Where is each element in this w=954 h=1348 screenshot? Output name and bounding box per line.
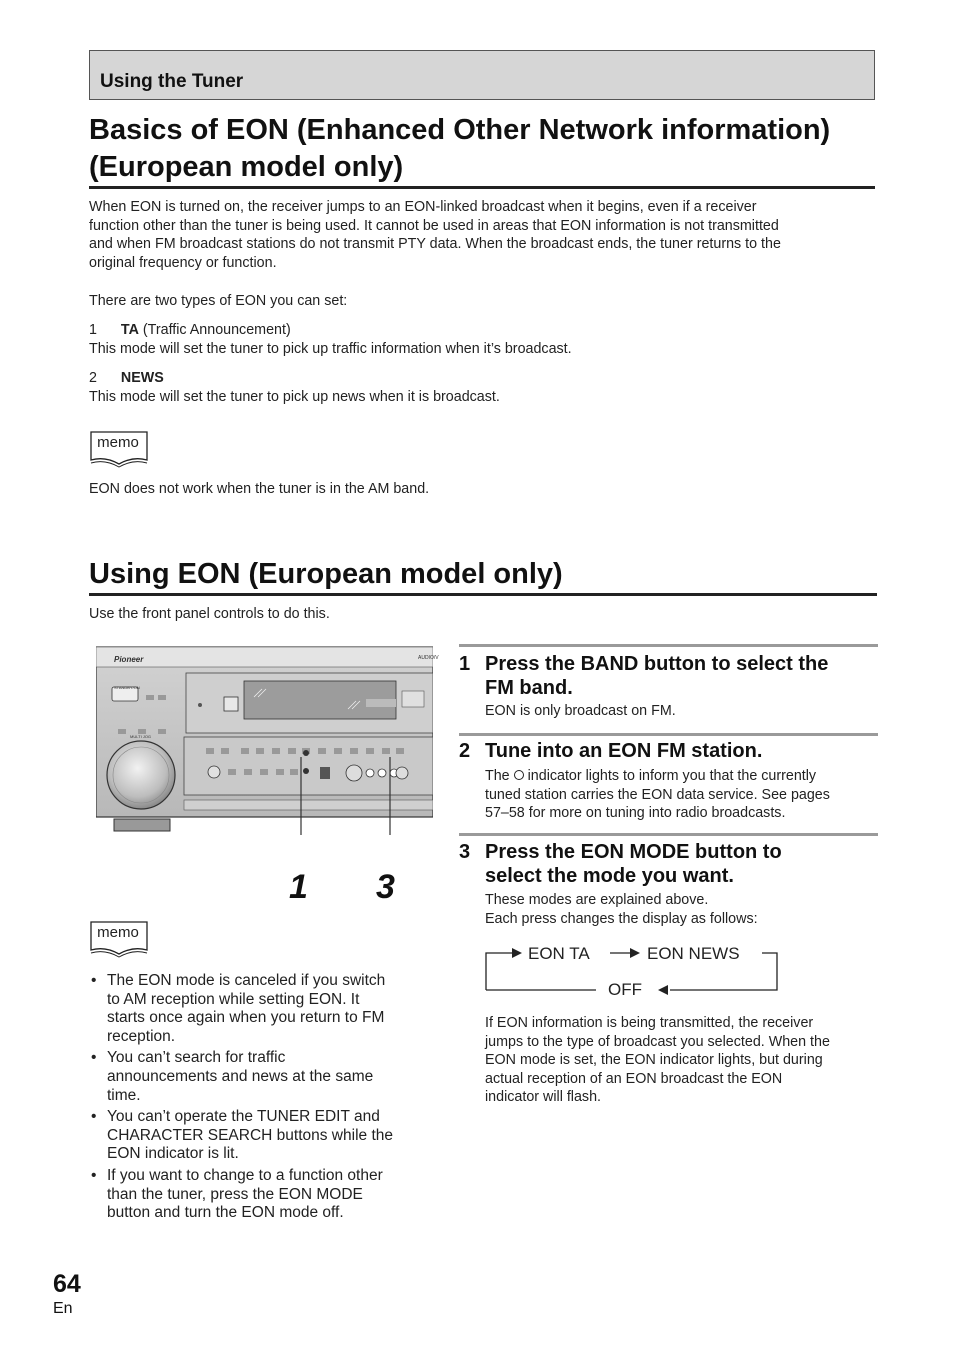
model-label: AUDIO/V	[418, 655, 439, 661]
receiver-illustration	[96, 645, 439, 835]
eon-transmit-note: If EON information is being transmitted, the receiver jumps to the type of broadcast you selected. When the EON mode is set, the EON indicator lights, but during actual reception of an EON broadcast the EON indicator will flash.	[485, 1015, 830, 1106]
brand-logo: Pioneer	[114, 655, 144, 664]
basics-intro	[89, 198, 879, 272]
step-2-title: 2 Tune into an EON FM station.	[459, 740, 763, 762]
memo-bullet: • The EON mode is canceled if you switch to AM reception while setting EON. It starts once again when you return to FM reception.	[89, 972, 439, 1046]
type-num: 1	[89, 322, 97, 338]
callout-1: 1	[289, 868, 308, 906]
memo-icon	[89, 920, 147, 958]
step-1-title: 1 Press the BAND button to select the FM band.	[459, 653, 829, 699]
step-3-title: 3 Press the EON MODE button to select the mode you want.	[459, 841, 782, 887]
type-name: NEWS	[120, 370, 164, 386]
basics-title-rule	[89, 186, 875, 189]
memo-bullet: • You can’t search for traffic announcements and news at the same time.	[89, 1049, 439, 1105]
using-eon-intro: Use the front panel controls to do this.	[89, 606, 330, 622]
memo-icon	[89, 430, 147, 468]
using-eon-title-rule	[89, 593, 877, 596]
section-label: Using the Tuner	[100, 71, 244, 92]
step-2-body: The indicator lights to inform you that the currently tuned station carries the EON data service. See pages 57–58 for more on tuning into radio broadcasts.	[485, 768, 830, 822]
basics-title-line2: (European model only)	[89, 151, 404, 183]
type-desc: This mode will set the tuner to pick up traffic information when it’s broadcast.	[89, 340, 572, 357]
memo-bullet: • You can’t operate the TUNER EDIT and CHARACTER SEARCH buttons while the EON indicator is lit.	[89, 1108, 439, 1164]
types-intro: There are two types of EON you can set:	[89, 293, 348, 309]
language-code: En	[53, 1300, 73, 1317]
section-header-bar	[89, 50, 875, 100]
using-eon-title: Using EON (European model only)	[89, 558, 563, 590]
basics-title-line1: Basics of EON (Enhanced Other Network information)	[89, 114, 831, 146]
type-item-news	[89, 369, 789, 406]
basics-intro-line: function other than the tuner is being used. It cannot be used in areas that EON information is not transmitted	[89, 217, 779, 234]
basics-intro-line: When EON is turned on, the receiver jumps to an EON-linked broadcast when it begins, even if a receiver	[89, 199, 757, 215]
memo-note: EON does not work when the tuner is in the AM band.	[89, 481, 430, 497]
step-rule	[459, 644, 878, 647]
multi-jog-label: MULTI JOG	[130, 734, 152, 739]
type-desc: This mode will set the tuner to pick up news when it is broadcast.	[89, 388, 500, 405]
step-rule	[459, 833, 878, 836]
standby-label: STANDBY/ON	[114, 685, 140, 690]
basics-title	[89, 112, 879, 186]
eon-indicator-icon	[514, 770, 524, 780]
step-1-body: EON is only broadcast on FM.	[485, 703, 676, 719]
type-num: 2	[89, 370, 97, 386]
basics-intro-line: original frequency or function.	[89, 254, 277, 271]
flow-eon-news: EON NEWS	[647, 944, 740, 963]
receiver-front-panel-drawing	[96, 645, 433, 835]
memo-bullets	[89, 972, 439, 1226]
type-suffix: (Traffic Announcement)	[138, 322, 291, 338]
flow-off: OFF	[608, 980, 642, 999]
type-name: TA	[120, 322, 139, 338]
flow-eon-ta: EON TA	[528, 944, 590, 963]
step-rule	[459, 733, 878, 736]
step-3-body: These modes are explained above. Each press changes the display as follows:	[485, 892, 758, 927]
memo-bullet: • If you want to change to a function other than the tuner, press the EON MODE button and turn the EON mode off.	[89, 1167, 439, 1223]
page-number: 64	[53, 1270, 81, 1298]
type-item-ta	[89, 321, 789, 358]
memo-label: memo	[97, 434, 139, 451]
eon-mode-flow	[484, 938, 784, 998]
memo-label: memo	[97, 924, 139, 941]
callout-3: 3	[376, 868, 395, 906]
basics-intro-line: and when FM broadcast stations do not transmit PTY data. When the broadcast ends, the tuner returns to the	[89, 236, 781, 253]
